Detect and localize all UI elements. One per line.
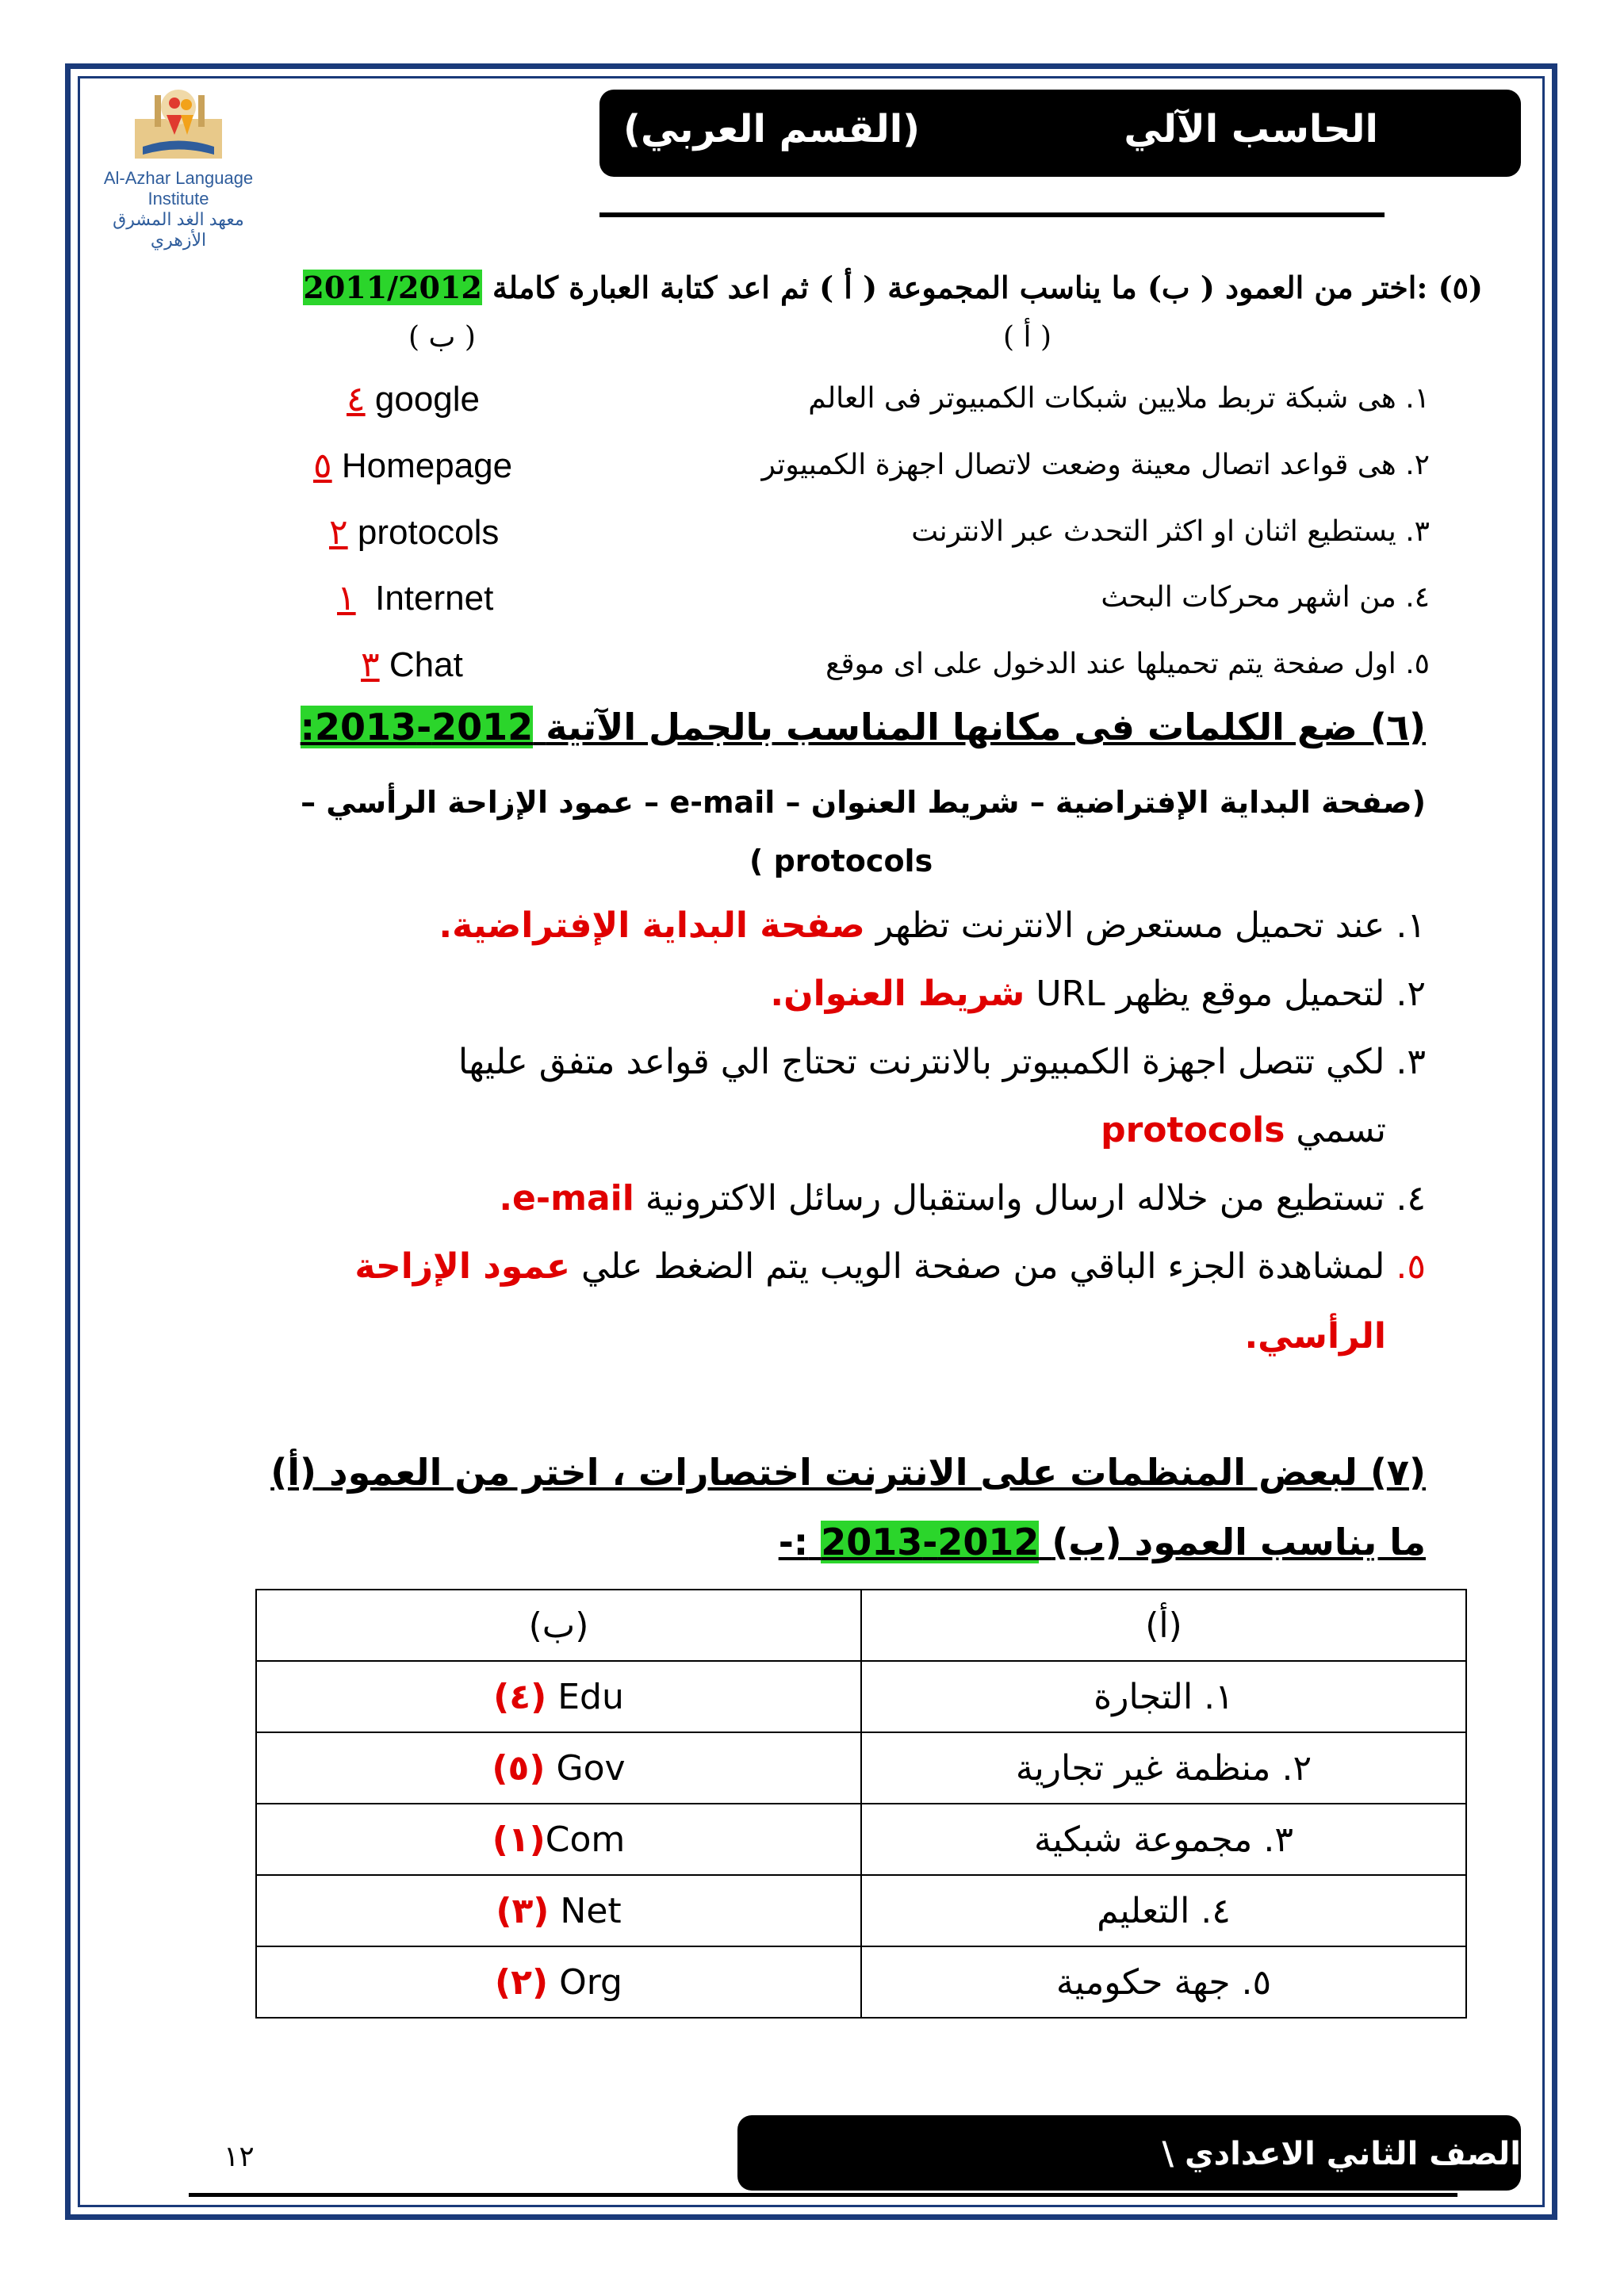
table-row <box>256 1946 1466 2018</box>
q5-row-a: ٣. يستطيع اثنان او اكثر التحدث عبر الانترنت <box>911 515 1430 548</box>
logo-text-en: Al-Azhar Language Institute <box>103 168 254 209</box>
q6-item-cont <box>1101 1110 1386 1150</box>
q6-item-num: ١. <box>1396 905 1426 946</box>
q5-answer-term: Internet <box>375 579 494 618</box>
q6-year-badge: 2012-2013: <box>300 706 534 748</box>
q5-row-a: ١. هى شبكة تربط ملايين شبكات الكمبيوتر فى العالم <box>808 382 1430 415</box>
q7-col-b-header: (ب) <box>256 1590 861 1661</box>
q6-item-answer: شريط العنوان. <box>770 974 1025 1014</box>
q6-item <box>458 1042 1426 1082</box>
q7-abbrev: Edu <box>557 1676 624 1717</box>
q7-abbrev: Gov <box>556 1747 626 1789</box>
logo-emblem-icon <box>87 79 270 166</box>
q6-item-num: ٢. <box>1396 974 1426 1014</box>
q6-word-bank-line2: ( protocols <box>749 844 933 878</box>
q5-col-a-header: ( أ ) <box>1003 321 1052 354</box>
institute-logo <box>87 79 270 250</box>
q7-cell-a: ٢. منظمة غير تجارية <box>861 1732 1466 1804</box>
q5-row-a: ٤. من اشهر محركات البحث <box>1101 581 1430 614</box>
subject-title: الحاسب الآلي <box>1124 107 1378 151</box>
q7-abbrev: Com <box>545 1819 626 1860</box>
q5-answer-term: protocols <box>357 513 500 552</box>
q7-title-line1: (٧) لبعض المنظمات على الانترنت اختصارات ، اختر من العمود (أ) <box>270 1451 1426 1494</box>
q5-answer-term: Homepage <box>341 446 513 485</box>
q5-row-b <box>313 446 512 486</box>
table-row <box>256 1732 1466 1804</box>
q6-item <box>354 1246 1426 1287</box>
q7-title-text: ما يناسب العمود (ب) <box>1051 1521 1426 1563</box>
q6-item-num: ٤. <box>1396 1178 1426 1219</box>
q7-table <box>255 1589 1467 2019</box>
q7-cell-b <box>256 1661 861 1732</box>
header-bar <box>599 90 1521 177</box>
q5-row-b <box>361 645 463 685</box>
q6-title <box>301 706 1426 748</box>
q5-title-text: (٥) :اختر من العمود ( ب) ما يناسب المجموعة ( أ ) ثم اعد كتابة العبارة كاملة <box>492 270 1483 305</box>
q6-item-text: تستطيع من خلاله ارسال واستقبال رسائل الاكترونية <box>645 1178 1385 1219</box>
q6-item-answer: e-mail. <box>499 1178 634 1219</box>
q7-cell-a: ١. التجارة <box>861 1661 1466 1732</box>
q7-answer-num: (١) <box>492 1819 546 1860</box>
q6-item <box>439 905 1426 946</box>
q7-answer-num: (٣) <box>496 1890 550 1931</box>
q6-item-answer: protocols <box>1101 1110 1285 1150</box>
q7-cell-a: ٤. التعليم <box>861 1875 1466 1946</box>
q6-item-num: ٣. <box>1396 1042 1426 1082</box>
footer-divider <box>189 2193 1457 2197</box>
q7-cell-b <box>256 1875 861 1946</box>
q6-item <box>499 1178 1426 1219</box>
section-title: (القسم العربي) <box>623 107 921 151</box>
q5-answer-term: google <box>374 380 481 419</box>
q6-item-answer: الرأسي. <box>1244 1316 1386 1357</box>
q5-answer-term: Chat <box>389 645 463 684</box>
q7-answer-num: (٢) <box>495 1961 549 2003</box>
q6-item-text: عند تحميل مستعرض الانترنت تظهر <box>875 905 1385 946</box>
page-number: ١٢ <box>224 2141 255 2173</box>
q7-year-badge: 2012-2013 <box>821 1521 1040 1563</box>
q6-item-text: لكي تتصل اجهزة الكمبيوتر بالانترنت تحتاج الي قواعد متفق عليها <box>458 1042 1385 1082</box>
q5-answer-num: ١ <box>337 579 356 618</box>
table-row <box>256 1661 1466 1732</box>
q7-answer-num: (٤) <box>493 1676 547 1717</box>
q5-row-b <box>337 578 493 618</box>
q5-answer-num: ٤ <box>347 380 366 419</box>
q5-answer-num: ٣ <box>361 645 380 684</box>
q7-cell-b <box>256 1732 861 1804</box>
q6-item-text: لتحميل موقع يظهر URL <box>1036 974 1385 1014</box>
q5-title <box>303 270 1483 305</box>
q6-title-text: (٦) ضع الكلمات فى مكانها المناسب بالجمل الآتية <box>546 706 1426 748</box>
q7-cell-b <box>256 1804 861 1875</box>
q5-col-b-header: ( ب ) <box>408 321 476 354</box>
q5-row-b <box>329 512 499 553</box>
q6-item-text: لمشاهدة الجزء الباقي من صفحة الويب يتم الضغط علي <box>581 1246 1385 1287</box>
q5-row-a: ٥. اول صفحة يتم تحميلها عند الدخول على اى موقع <box>825 648 1430 680</box>
q7-answer-num: (٥) <box>492 1747 546 1789</box>
table-row <box>256 1804 1466 1875</box>
q6-item-cont <box>1244 1316 1386 1357</box>
q7-abbrev: Net <box>560 1890 622 1931</box>
q7-col-a-header: (أ) <box>861 1590 1466 1661</box>
logo-text-ar: معهد الغد المشرق الأزهري <box>113 209 244 250</box>
q6-word-bank-line1: (صفحة البداية الإفتراضية – شريط العنوان – e-mail – عمود الإزاحة الرأسي – <box>301 785 1426 820</box>
q6-item-text: تسمي <box>1296 1110 1386 1150</box>
footer-grade: الصف الثاني الاعدادي \ <box>1162 2136 1521 2172</box>
q5-row-b <box>347 379 480 419</box>
header-divider <box>599 212 1385 217</box>
q7-cell-a: ٥. جهة حكومية <box>861 1946 1466 2018</box>
q6-item-num: ٥. <box>1396 1246 1426 1287</box>
q5-year-badge: 2011/2012 <box>303 270 482 305</box>
table-header-row <box>256 1590 1466 1661</box>
q5-answer-num: ٥ <box>313 446 332 485</box>
q6-item <box>770 974 1426 1014</box>
table-row <box>256 1875 1466 1946</box>
q7-abbrev: Org <box>559 1961 622 2003</box>
q7-cell-b <box>256 1946 861 2018</box>
q5-answer-num: ٢ <box>329 513 348 552</box>
q7-title-line2 <box>779 1521 1426 1563</box>
q7-cell-a: ٣. مجموعة شبكية <box>861 1804 1466 1875</box>
q6-item-answer: صفحة البداية الإفتراضية. <box>439 905 865 946</box>
q6-item-answer: عمود الإزاحة <box>354 1246 571 1287</box>
q7-title-suffix: :- <box>778 1521 809 1563</box>
q5-row-a: ٢. هى قواعد اتصال معينة وضعت لاتصال اجهزة الكمبيوتر <box>761 449 1430 481</box>
